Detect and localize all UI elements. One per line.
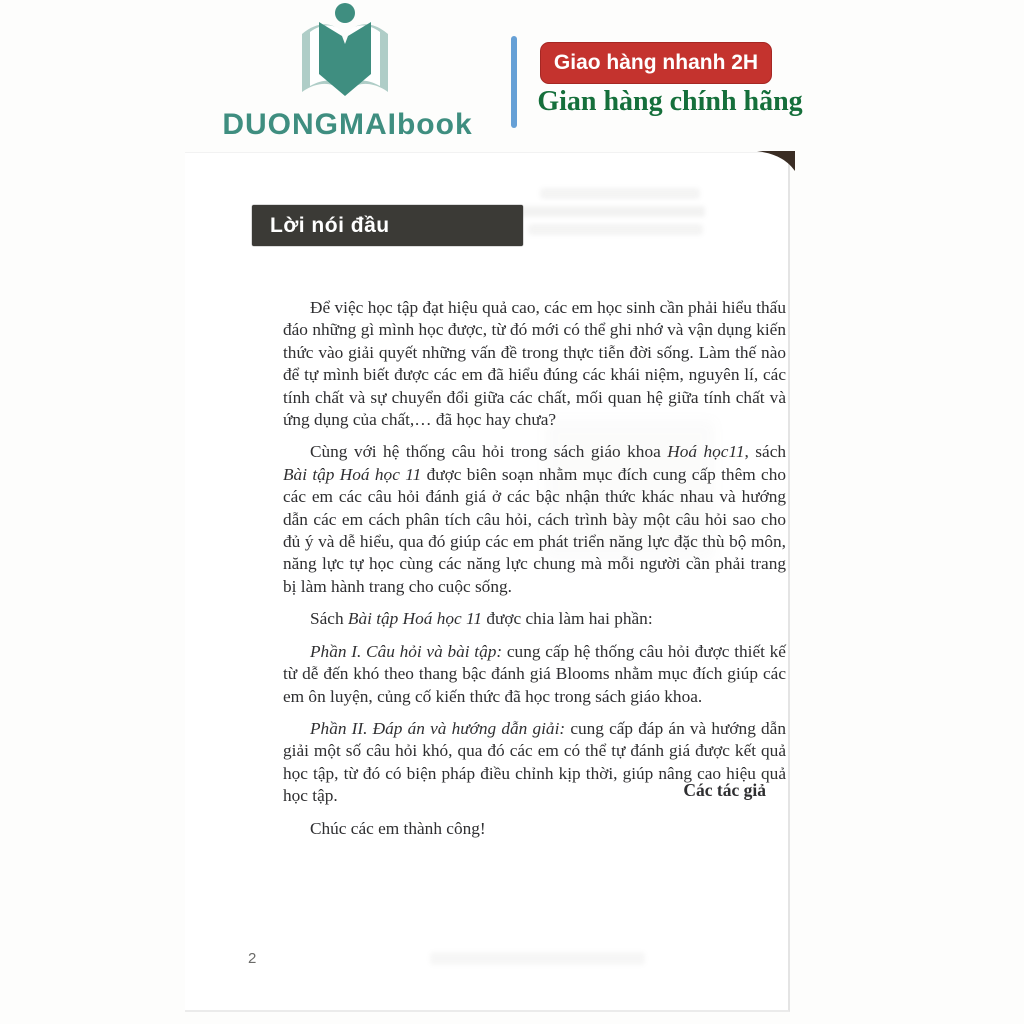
text-run: , sách [744,442,787,462]
book-title-italic: Hoá học11 [667,442,745,462]
text-run: Để việc học tập đạt hiệu quả cao, các em học sinh cần phải hiểu thấu đáo những gì mình học được, từ đó mới có thể ghi nhớ và vận dụng kiến thức vào giải quyết những vấn đề trong thực tiễn đời sống. Làm thế nào để tự mình biết được các em đã hiểu đúng các khái niệm, nguyên lí, các tính chất và sự chuyển đổi giữa các chất, mối quan hệ giữa tính chất và ứng dụng của chất,… đã học hay chưa? [283,298,786,430]
book-title-italic: Bài tập Hoá học 11 [347,609,482,629]
text-run: được chia làm hai phần: [482,609,653,629]
open-book-with-reader-icon [288,2,402,100]
preface-title: Lời nói đầu [270,213,390,237]
paragraph-2 [283,441,786,598]
page-corner-fold-icon [757,149,795,173]
preface-title-bar [252,205,523,246]
text-run: cung cấp đáp án và hướng dẫn giải một số câu hỏi khó, qua đó các em có thể tự đánh giá được kết quả học tập, từ đó có biện pháp điều chỉnh kịp thời, giúp nâng cao hiệu quả học tập. [283,718,786,806]
paragraph-part-1 [283,641,786,708]
page-number: 2 [248,950,257,967]
brand-divider [511,36,517,128]
bleedthrough-smudge [520,206,705,217]
bleedthrough-smudge [528,224,703,235]
brand-name: DUONGMAIbook [222,108,473,141]
book-title-italic: Bài tập Hoá học 11 [283,464,422,484]
part-2-heading-italic: Phần II. Đáp án và hướng dẫn giải: [310,718,566,738]
text-run: được biên soạn nhằm mục đích cung cấp thêm cho các em các câu hỏi đánh giá ở các bậc nhận thức khác nhau và hướng dẫn các em cách phân tích câu hỏi, cách trình bày một câu hỏi sao cho đủ ý và dễ hiểu, qua đó giúp các em phát triển năng lực đặc thù bộ môn, năng lực tự học cùng các năng lực chung mà mỗi người cần phải trang bị làm hành trang cho cuộc sống. [283,464,786,596]
paragraph-closing [283,818,786,840]
brand-logo-icon [288,2,402,100]
official-store-tagline: Gian hàng chính hãng [537,86,803,117]
fast-delivery-badge: Giao hàng nhanh 2H [540,42,772,84]
text-run: Chúc các em thành công! [310,818,486,838]
preface-body [283,297,786,840]
paragraph-1 [283,297,786,431]
bleedthrough-smudge [540,188,700,199]
authors-signature: Các tác giả [683,780,766,800]
part-1-heading-italic: Phần I. Câu hỏi và bài tập: [310,641,503,661]
text-run: Sách [310,609,348,629]
paragraph-3 [283,608,786,630]
text-run: Cùng với hệ thống câu hỏi trong sách giáo khoa [310,442,668,462]
bleedthrough-smudge [430,952,645,965]
text-run: cung cấp hệ thống câu hỏi được thiết kế từ dễ đến khó theo thang bậc đánh giá Blooms nhằm mục đích giúp các em ôn luyện, củng cố kiến thức đã học trong sách giáo khoa. [283,641,786,706]
